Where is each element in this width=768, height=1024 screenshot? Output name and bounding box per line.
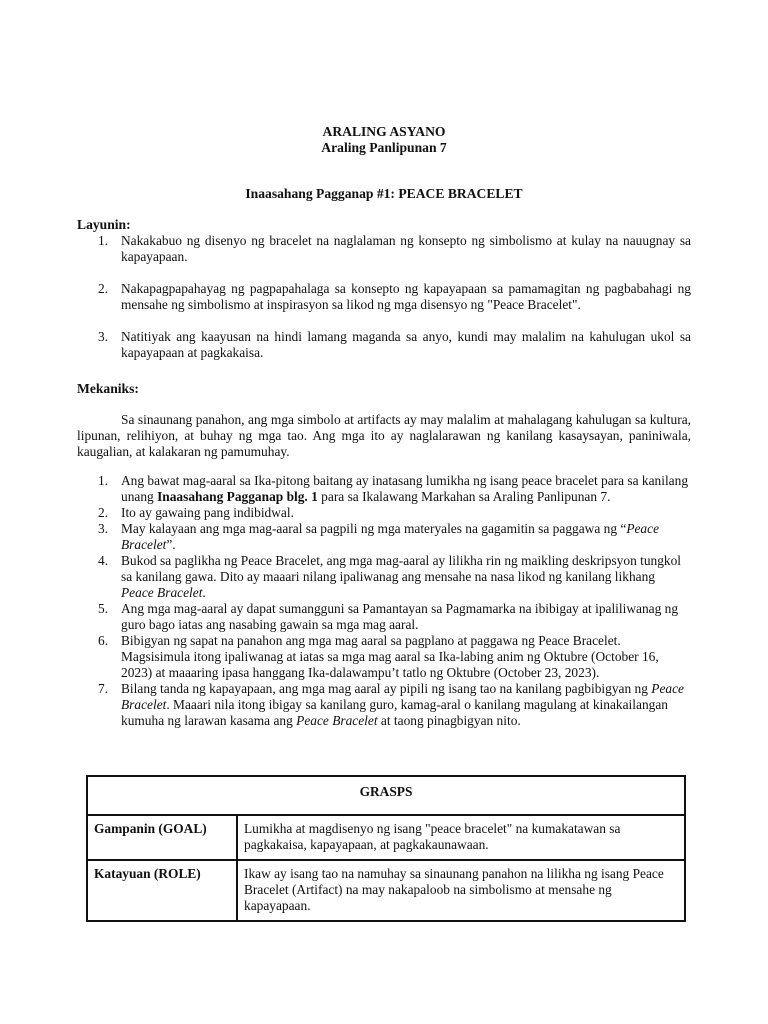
list-number: 5. xyxy=(98,601,109,616)
list-item-text: May kalayaan ang mga mag-aaral sa pagpili ng mga materyales na gagamitin sa paggawa ng “ xyxy=(121,521,627,536)
list-number: 7. xyxy=(98,681,109,696)
mekaniks-item xyxy=(77,681,691,729)
list-item-italic-text: Peace Bracelet xyxy=(121,681,684,712)
list-item-text: Bilang tanda ng kapayapaan, ang mga mag aaral ay pipili ng isang tao na kanilang pagbibigyan ng xyxy=(121,681,652,696)
layunin-item xyxy=(77,233,691,265)
layunin-item xyxy=(77,329,691,361)
mekaniks-item xyxy=(77,633,691,681)
list-item-bold-text: Inaasahang Pagganap blg. 1 xyxy=(157,489,318,504)
list-number: 3. xyxy=(98,521,109,536)
list-item-italic-text: Peace Bracelet xyxy=(121,521,660,552)
list-number: 1. xyxy=(98,233,109,248)
grasps-row-label: Katayuan (ROLE) xyxy=(87,860,237,921)
list-item-text: Natitiyak ang kaayusan na hindi lamang maganda sa anyo, kundi may malalim na kahulugan ukol sa kapayapaan at pagkakaisa. xyxy=(121,329,691,360)
mekaniks-intro-paragraph: Sa sinaunang panahon, ang mga simbolo at artifacts ay may malalim at mahalagang kahulugan sa kultura, lipunan, relihiyon, at buhay ng mga tao. Ang mga ito ay naglalarawan ng kanilang kasaysayan, paniniwala, kaugalian, at kalakaran ng pamumuhay. xyxy=(77,412,691,459)
mekaniks-heading: Mekaniks: xyxy=(77,381,139,396)
mekaniks-item xyxy=(77,553,691,601)
list-item-text: Bukod sa paglikha ng Peace Bracelet, ang mga mag-aaral ay lilikha rin ng maikling deskripsyon tungkol sa kanilang gawa. Dito ay maaari nilang ipaliwanag ang mensahe na nasa likod ng kanilang likhang xyxy=(121,553,682,584)
list-number: 6. xyxy=(98,633,109,648)
grasps-row-text: Ikaw ay isang tao na namuhay sa sinaunang panahon na lilikha ng isang Peace Bracelet (Artifact) na may nakapaloob na simbolismo at mensahe ng kapayapaan. xyxy=(237,860,685,921)
mekaniks-item xyxy=(77,505,691,521)
mekaniks-item xyxy=(77,473,691,505)
mekaniks-item xyxy=(77,601,691,633)
list-number: 2. xyxy=(98,281,109,296)
layunin-list xyxy=(77,233,691,361)
layunin-item xyxy=(77,281,691,313)
mekaniks-list xyxy=(77,473,691,729)
list-item-italic-text: Peace Bracelet xyxy=(121,585,203,600)
list-item-text: Ito ay gawaing pang indibidwal. xyxy=(121,505,294,520)
list-number: 3. xyxy=(98,329,109,344)
table-row xyxy=(87,815,685,860)
list-item-text: . Maaari nila itong ibigay sa kanilang guro, kamag-aral o kanilang magulang at kinakailangan kumuha ng larawan kasama ang xyxy=(121,697,668,728)
list-item-text: . xyxy=(202,585,206,600)
list-item-text: at taong pinagbigyan nito. xyxy=(377,713,521,728)
grasps-row-text: Lumikha at magdisenyo ng isang "peace bracelet" na kumakatawan sa pagkakaisa, kapayapaan, at pagkakaunawaan. xyxy=(237,815,685,860)
table-row xyxy=(87,776,685,815)
list-item-text: Ang bawat mag-aaral sa Ika-pitong baitang ay inatasang lumikha ng isang peace bracelet para sa kanilang unang xyxy=(121,473,689,504)
performance-task-title: Inaasahang Pagganap #1: PEACE BRACELET xyxy=(245,186,523,201)
list-item-text: Ang mga mag-aaral ay dapat sumangguni sa Pamantayan sa Pagmamarka na ibibigay at ipaliliwanag ng guro bago iatas ang nasabing gawain sa mga mag aaral. xyxy=(121,601,679,632)
grasps-table-heading: GRASPS xyxy=(87,776,685,815)
layunin-heading: Layunin: xyxy=(77,217,131,232)
list-item-text: para sa Ikalawang Markahan sa Araling Panlipunan 7. xyxy=(317,489,611,504)
list-item-italic-text: Peace Bracelet xyxy=(296,713,378,728)
document-subtitle: Araling Panlipunan 7 xyxy=(321,140,447,155)
list-number: 1. xyxy=(98,473,109,488)
list-item-text: Nakakabuo ng disenyo ng bracelet na naglalaman ng konsepto ng simbolismo at kulay na nauugnay sa kapayapaan. xyxy=(121,233,691,264)
list-item-text: ”. xyxy=(166,537,176,552)
table-row xyxy=(87,860,685,921)
list-number: 4. xyxy=(98,553,109,568)
grasps-row-label: Gampanin (GOAL) xyxy=(87,815,237,860)
list-number: 2. xyxy=(98,505,109,520)
document-title: ARALING ASYANO xyxy=(322,124,446,139)
mekaniks-item xyxy=(77,521,691,553)
grasps-table xyxy=(86,775,686,922)
list-item-text: Bibigyan ng sapat na panahon ang mga mag aaral sa pagplano at paggawa ng Peace Bracelet. Magsisimula itong ipaliwanag at iatas sa mga mag aaral sa Ika-labing anim ng Oktubre (October 16, 2023) at maaaring ipasa hanggang Ika-dalawampu’t tatlo ng Oktubre (October 23, 2023). xyxy=(121,633,659,680)
list-item-text: Nakapagpapahayag ng pagpapahalaga sa konsepto ng kapayapaan sa pamamagitan ng pagbabahagi ng mensahe ng simbolismo at inspirasyon sa likod ng mga disensyo ng "Peace Bracelet". xyxy=(121,281,691,312)
